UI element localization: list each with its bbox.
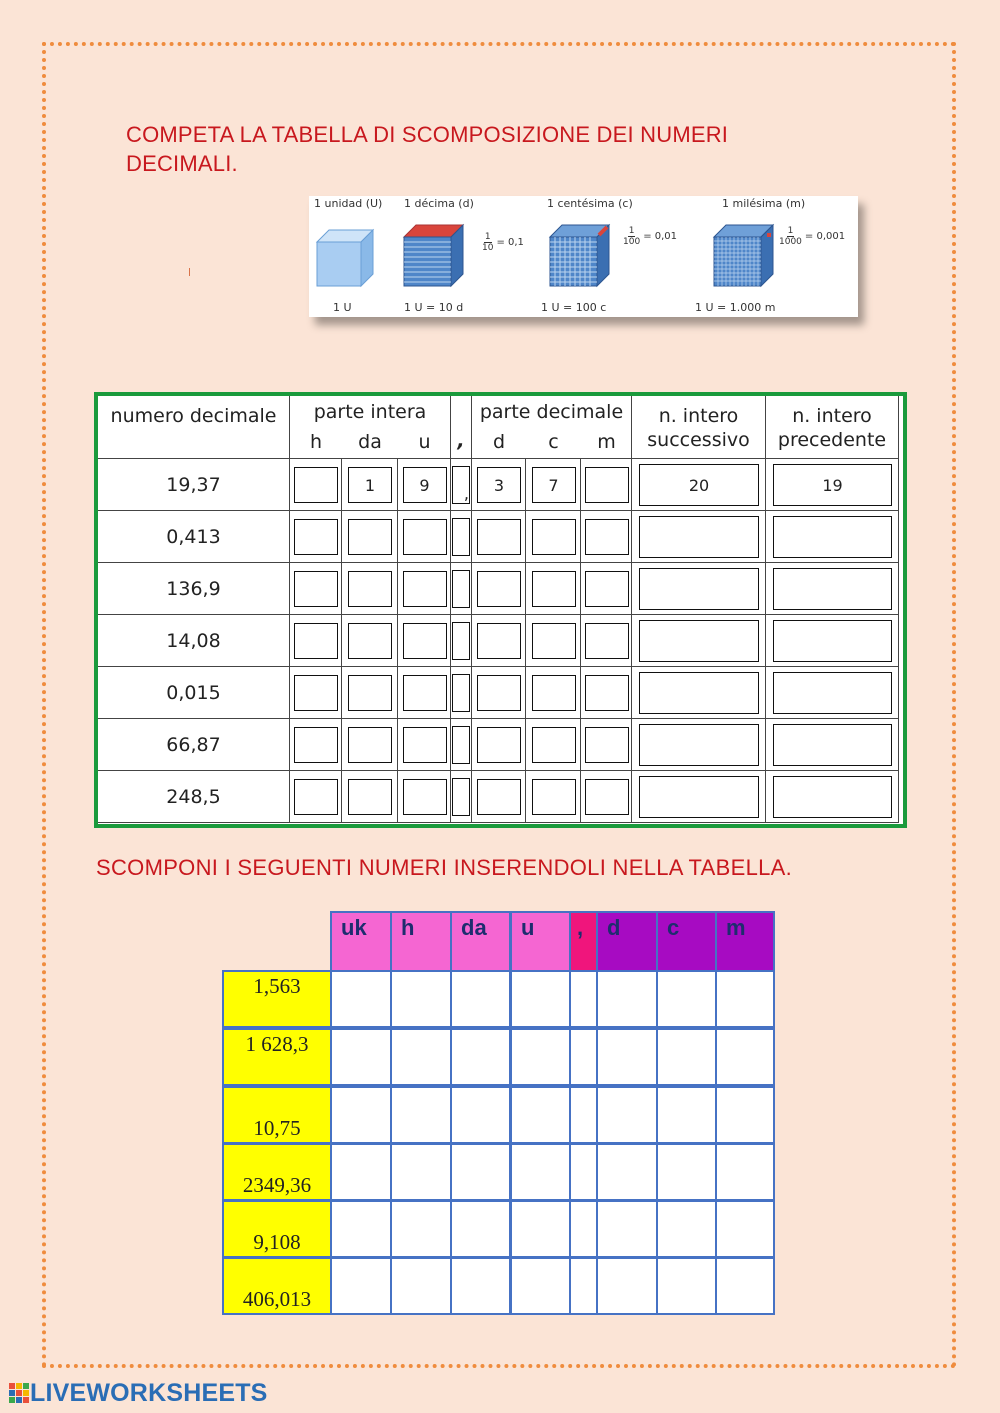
answer-input-m[interactable]: [585, 727, 629, 763]
answer-cell-u[interactable]: [510, 1086, 571, 1144]
answer-input-d[interactable]: [477, 779, 521, 815]
cell-d: [472, 511, 526, 563]
answer-cell-u[interactable]: [510, 1143, 571, 1201]
answer-input-prec[interactable]: [773, 776, 892, 818]
cell-prec: [766, 719, 899, 771]
cell-succ: [632, 511, 766, 563]
row-number: 136,9: [98, 563, 290, 615]
cell-u: [398, 615, 451, 667]
answer-input-d[interactable]: [477, 727, 521, 763]
cell-c: [526, 667, 581, 719]
cell-comma: [451, 719, 472, 771]
cell-da: [342, 511, 398, 563]
answer-cell-m[interactable]: [715, 1086, 775, 1144]
answer-input-succ[interactable]: [639, 724, 759, 766]
header-u: u: [510, 911, 571, 972]
answer-input-u[interactable]: [403, 779, 447, 815]
answer-input-c[interactable]: [532, 519, 576, 555]
answer-input-d[interactable]: 3: [477, 467, 521, 503]
answer-input-succ[interactable]: [639, 568, 759, 610]
cell-d: [472, 667, 526, 719]
cell-prec: [766, 667, 899, 719]
header-precedente: n. intero precedente: [766, 396, 899, 459]
answer-input-h[interactable]: [294, 779, 338, 815]
answer-cell-d[interactable]: [596, 1143, 658, 1201]
cell-comma: [451, 511, 472, 563]
answer-cell-d[interactable]: [596, 1086, 658, 1144]
answer-input-prec[interactable]: [773, 724, 892, 766]
answer-input-u[interactable]: [403, 623, 447, 659]
cell-succ: [632, 667, 766, 719]
answer-cell-d[interactable]: [596, 1200, 658, 1258]
answer-input-comma[interactable]: [452, 622, 470, 660]
row-number: 14,08: [98, 615, 290, 667]
answer-cell-h[interactable]: [390, 1143, 452, 1201]
header-successivo: n. intero successivo: [632, 396, 766, 459]
answer-input-c[interactable]: [532, 779, 576, 815]
cell-comma: [451, 615, 472, 667]
answer-input-prec[interactable]: [773, 516, 892, 558]
cell-u: [398, 667, 451, 719]
row-number-label: 10,75: [222, 1086, 332, 1144]
cell-da: [342, 667, 398, 719]
instruction-title-1: COMPETA LA TABELLA DI SCOMPOSIZIONE DEI NUMERI DECIMALI.: [126, 122, 729, 176]
answer-cell-da[interactable]: [450, 1028, 511, 1086]
unit-equation: 1 U: [333, 301, 352, 314]
header-da: da: [450, 911, 511, 972]
answer-cell-c[interactable]: [656, 1257, 717, 1315]
answer-input-prec[interactable]: [773, 672, 892, 714]
answer-cell-d[interactable]: [596, 1257, 658, 1315]
answer-input-m[interactable]: [585, 519, 629, 555]
cell-c: [526, 615, 581, 667]
answer-input-c[interactable]: [532, 727, 576, 763]
answer-cell-comma[interactable]: [569, 970, 598, 1028]
cell-h: [290, 615, 342, 667]
cell-prec: [766, 563, 899, 615]
answer-cell-c[interactable]: [656, 970, 717, 1028]
row-number-label: 2349,36: [222, 1143, 332, 1201]
cell-h: [290, 719, 342, 771]
answer-cell-comma[interactable]: [569, 1086, 598, 1144]
answer-cell-m[interactable]: [715, 1028, 775, 1086]
row-number-label: 9,108: [222, 1200, 332, 1258]
row-number: 0,015: [98, 667, 290, 719]
answer-cell-u[interactable]: [510, 1257, 571, 1315]
row-number: 248,5: [98, 771, 290, 823]
cell-succ: [632, 719, 766, 771]
answer-input-m[interactable]: [585, 779, 629, 815]
answer-cell-comma[interactable]: [569, 1257, 598, 1315]
cell-u: [398, 719, 451, 771]
answer-cell-c[interactable]: [656, 1086, 717, 1144]
header-h: h: [390, 911, 452, 972]
cell-da: [342, 771, 398, 823]
cell-succ: [632, 615, 766, 667]
instruction-title-2: SCOMPONI I SEGUENTI NUMERI INSERENDOLI NELLA TABELLA.: [96, 855, 793, 880]
logo-text: LIVEWORKSHEETS: [30, 1378, 268, 1407]
header-uk: uk: [330, 911, 392, 972]
col-h-label: h: [309, 431, 323, 453]
col-d-label: d: [492, 431, 506, 453]
tenth-cube-icon: [401, 222, 469, 290]
row-number-label: 1,563: [222, 970, 332, 1028]
hundredth-label: 1 centésima (c): [547, 197, 633, 210]
hundredth-cube-icon: [547, 222, 615, 290]
answer-cell-h[interactable]: [390, 970, 452, 1028]
answer-cell-m[interactable]: [715, 1200, 775, 1258]
cell-d: [472, 719, 526, 771]
cell-c: [526, 719, 581, 771]
thousandth-equation: 1 U = 1.000 m: [695, 301, 776, 314]
cell-c: [526, 459, 581, 511]
answer-input-comma[interactable]: [452, 518, 470, 556]
header-parte-intera: parte intera h da u: [290, 396, 451, 459]
answer-cell-da[interactable]: [450, 1143, 511, 1201]
decorative-mark: [189, 268, 190, 276]
answer-input-prec[interactable]: [773, 620, 892, 662]
answer-input-da[interactable]: [348, 519, 392, 555]
answer-cell-da[interactable]: [450, 1200, 511, 1258]
liveworksheets-logo: [8, 1380, 268, 1406]
cell-m: [581, 667, 632, 719]
col-c-label: c: [548, 431, 559, 453]
answer-input-comma[interactable]: [452, 570, 470, 608]
answer-input-d[interactable]: [477, 675, 521, 711]
cell-u: [398, 771, 451, 823]
col-u-label: u: [418, 431, 431, 453]
answer-cell-uk[interactable]: [330, 970, 392, 1028]
thousandth-label: 1 milésima (m): [722, 197, 806, 210]
hundredth-equation: 1 U = 100 c: [541, 301, 607, 314]
cell-c: [526, 511, 581, 563]
answer-cell-comma[interactable]: [569, 1143, 598, 1201]
answer-input-c[interactable]: 7: [532, 467, 576, 503]
cell-u: [398, 563, 451, 615]
header-comma: ,: [451, 396, 472, 459]
answer-input-u[interactable]: 9: [403, 467, 447, 503]
row-number-label: 406,013: [222, 1257, 332, 1315]
answer-input-h[interactable]: [294, 571, 338, 607]
answer-input-u[interactable]: [403, 675, 447, 711]
cell-h: [290, 511, 342, 563]
decimal-units-illustration: [309, 196, 858, 317]
answer-cell-uk[interactable]: [330, 1200, 392, 1258]
cell-comma: [451, 563, 472, 615]
answer-cell-uk[interactable]: [330, 1086, 392, 1144]
answer-cell-da[interactable]: [450, 1086, 511, 1144]
answer-input-comma[interactable]: [452, 726, 470, 764]
header-d: d: [596, 911, 658, 972]
cell-h: [290, 459, 342, 511]
cell-h: [290, 563, 342, 615]
answer-input-succ[interactable]: [639, 620, 759, 662]
cell-c: [526, 563, 581, 615]
cell-prec: [766, 615, 899, 667]
answer-input-succ[interactable]: [639, 776, 759, 818]
answer-input-d[interactable]: [477, 623, 521, 659]
hundredth-fraction: $\frac{1}{100}$ = 0,01: [623, 226, 678, 247]
answer-cell-m[interactable]: [715, 1257, 775, 1315]
header-m: m: [715, 911, 775, 972]
cell-prec: [766, 771, 899, 823]
answer-input-u[interactable]: [403, 571, 447, 607]
answer-input-comma[interactable]: ,: [452, 466, 470, 504]
row-number: 66,87: [98, 719, 290, 771]
answer-input-u[interactable]: [403, 519, 447, 555]
cell-d: [472, 459, 526, 511]
answer-input-h[interactable]: [294, 727, 338, 763]
cell-m: [581, 459, 632, 511]
answer-input-succ[interactable]: [639, 672, 759, 714]
answer-input-h[interactable]: [294, 675, 338, 711]
header-comma: ,: [569, 911, 598, 972]
answer-cell-uk[interactable]: [330, 1028, 392, 1086]
col-da-label: da: [358, 431, 382, 453]
answer-input-da[interactable]: [348, 727, 392, 763]
cell-comma: [451, 771, 472, 823]
tenth-fraction: $\frac{1}{10}$ = 0,1: [482, 232, 524, 253]
header-numero-decimale: numero decimale: [98, 396, 290, 459]
cell-comma: [451, 667, 472, 719]
answer-input-da[interactable]: [348, 779, 392, 815]
answer-cell-uk[interactable]: [330, 1143, 392, 1201]
answer-cell-m[interactable]: [715, 1143, 775, 1201]
cell-m: [581, 771, 632, 823]
header-c: c: [656, 911, 717, 972]
answer-input-succ[interactable]: 20: [639, 464, 759, 506]
answer-cell-da[interactable]: [450, 970, 511, 1028]
row-number: 0,413: [98, 511, 290, 563]
answer-cell-d[interactable]: [596, 970, 658, 1028]
answer-input-m[interactable]: [585, 467, 629, 503]
answer-input-m[interactable]: [585, 571, 629, 607]
cell-succ: [632, 563, 766, 615]
answer-cell-d[interactable]: [596, 1028, 658, 1086]
answer-cell-da[interactable]: [450, 1257, 511, 1315]
answer-input-da[interactable]: [348, 623, 392, 659]
answer-cell-comma[interactable]: [569, 1028, 598, 1086]
answer-cell-u[interactable]: [510, 970, 571, 1028]
answer-input-c[interactable]: [532, 623, 576, 659]
cell-m: [581, 719, 632, 771]
answer-input-d[interactable]: [477, 571, 521, 607]
answer-input-c[interactable]: [532, 675, 576, 711]
answer-cell-h[interactable]: [390, 1200, 452, 1258]
cell-da: [342, 459, 398, 511]
cell-succ: [632, 459, 766, 511]
answer-input-prec[interactable]: 19: [773, 464, 892, 506]
answer-input-d[interactable]: [477, 519, 521, 555]
row-number: 19,37: [98, 459, 290, 511]
cell-prec: [766, 459, 899, 511]
header-parte-decimale: parte decimale d c m: [472, 396, 632, 459]
row-number-label: 1 628,3: [222, 1028, 332, 1086]
answer-input-u[interactable]: [403, 727, 447, 763]
answer-cell-c[interactable]: [656, 1143, 717, 1201]
answer-cell-u[interactable]: [510, 1028, 571, 1086]
answer-input-comma[interactable]: [452, 674, 470, 712]
answer-input-da[interactable]: [348, 571, 392, 607]
answer-cell-c[interactable]: [656, 1028, 717, 1086]
answer-input-h[interactable]: [294, 467, 338, 503]
col-m-label: m: [597, 431, 616, 453]
cell-u: [398, 511, 451, 563]
cell-m: [581, 563, 632, 615]
answer-cell-comma[interactable]: [569, 1200, 598, 1258]
answer-cell-h[interactable]: [390, 1086, 452, 1144]
logo-icon: [8, 1382, 30, 1404]
cell-d: [472, 615, 526, 667]
answer-input-succ[interactable]: [639, 516, 759, 558]
thousandth-fraction: $\frac{1}{1000}$ = 0,001: [779, 226, 846, 247]
answer-input-da[interactable]: [348, 675, 392, 711]
answer-cell-uk[interactable]: [330, 1257, 392, 1315]
cell-u: [398, 459, 451, 511]
unit-cube-icon: [315, 228, 377, 290]
answer-input-c[interactable]: [532, 571, 576, 607]
cell-d: [472, 563, 526, 615]
decomposition-table: [94, 392, 907, 828]
answer-cell-m[interactable]: [715, 970, 775, 1028]
answer-cell-u[interactable]: [510, 1200, 571, 1258]
cell-m: [581, 615, 632, 667]
answer-cell-h[interactable]: [390, 1257, 452, 1315]
cell-da: [342, 719, 398, 771]
answer-input-m[interactable]: [585, 623, 629, 659]
cell-c: [526, 771, 581, 823]
tenth-equation: 1 U = 10 d: [404, 301, 464, 314]
answer-cell-c[interactable]: [656, 1200, 717, 1258]
cell-prec: [766, 511, 899, 563]
cell-da: [342, 615, 398, 667]
cell-d: [472, 771, 526, 823]
cell-comma: [451, 459, 472, 511]
cell-da: [342, 563, 398, 615]
cell-h: [290, 667, 342, 719]
answer-input-da[interactable]: 1: [348, 467, 392, 503]
answer-input-h[interactable]: [294, 623, 338, 659]
tenth-label: 1 décima (d): [404, 197, 474, 210]
answer-input-m[interactable]: [585, 675, 629, 711]
answer-input-h[interactable]: [294, 519, 338, 555]
answer-input-comma[interactable]: [452, 778, 470, 816]
cell-succ: [632, 771, 766, 823]
cell-h: [290, 771, 342, 823]
thousandth-cube-icon: [711, 222, 779, 290]
answer-cell-h[interactable]: [390, 1028, 452, 1086]
unit-label: 1 unidad (U): [314, 197, 383, 210]
cell-m: [581, 511, 632, 563]
answer-input-prec[interactable]: [773, 568, 892, 610]
